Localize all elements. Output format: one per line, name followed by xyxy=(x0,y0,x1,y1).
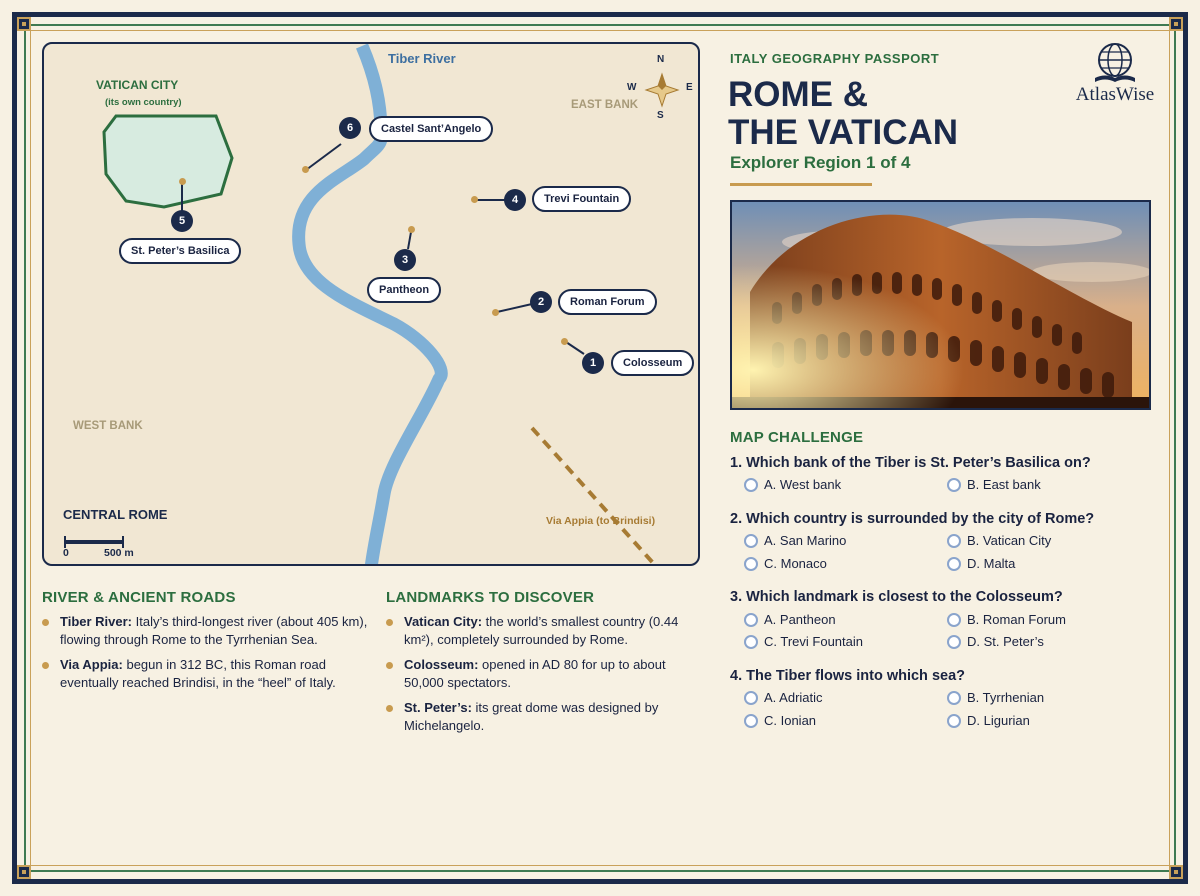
corner-ornament xyxy=(17,17,31,31)
q4-option-a[interactable]: A. Adriatic xyxy=(744,690,823,705)
radio-button[interactable] xyxy=(744,635,758,649)
landmark-number: 2 xyxy=(530,291,552,313)
radio-button[interactable] xyxy=(947,534,961,548)
q2-option-d[interactable]: D. Malta xyxy=(947,556,1015,571)
q2-option-a[interactable]: A. San Marino xyxy=(744,533,846,548)
corner-ornament xyxy=(1169,17,1183,31)
vatican-note: (its own country) xyxy=(105,97,182,108)
q4-option-c[interactable]: C. Ionian xyxy=(744,713,816,728)
via-appia-label: Via Appia (to Brindisi) xyxy=(546,515,656,527)
list-item: Via Appia: begun in 312 BC, this Roman road eventually reached Brindisi, in the “heel” of Italy. xyxy=(42,656,372,692)
landmark-pantheon[interactable]: Pantheon xyxy=(367,277,441,303)
compass-rose xyxy=(646,74,678,106)
radio-button[interactable] xyxy=(947,557,961,571)
landmark-dot xyxy=(471,196,478,203)
river-roads-list xyxy=(42,613,372,699)
landmark-dot xyxy=(408,226,415,233)
colosseum-photo xyxy=(730,200,1151,410)
west-bank-label: WEST BANK xyxy=(73,420,143,432)
compass-n: N xyxy=(657,54,665,65)
divider xyxy=(730,183,872,186)
landmarks-heading: LANDMARKS TO DISCOVER xyxy=(386,589,595,606)
landmark-number: 4 xyxy=(504,189,526,211)
east-bank-label: EAST BANK xyxy=(571,99,639,111)
radio-button[interactable] xyxy=(744,534,758,548)
landmark-colosseum[interactable]: Colosseum xyxy=(611,350,694,376)
landmarks-list xyxy=(386,613,706,742)
corner-ornament xyxy=(1169,865,1183,879)
area-title: CENTRAL ROME xyxy=(63,507,168,522)
page-title: ROME & THE VATICAN xyxy=(728,75,959,152)
river-roads-heading: RIVER & ANCIENT ROADS xyxy=(42,589,236,606)
radio-button[interactable] xyxy=(947,691,961,705)
quiz-heading: MAP CHALLENGE xyxy=(730,429,864,446)
landmark-dot xyxy=(302,166,309,173)
question-1: 1. Which bank of the Tiber is St. Peter’s Basilica on? xyxy=(730,455,1091,471)
landmark-number: 5 xyxy=(171,210,193,232)
river-label: Tiber River xyxy=(388,51,456,66)
q4-option-b[interactable]: B. Tyrrhenian xyxy=(947,690,1044,705)
scale-end: 500 m xyxy=(104,547,134,559)
landmark-dot xyxy=(492,309,499,316)
landmark-number: 3 xyxy=(394,249,416,271)
eyebrow: ITALY GEOGRAPHY PASSPORT xyxy=(730,51,940,66)
landmark-st-peters[interactable]: St. Peter’s Basilica xyxy=(119,238,241,264)
radio-button[interactable] xyxy=(947,714,961,728)
q1-option-b[interactable]: B. East bank xyxy=(947,477,1041,492)
landmark-dot xyxy=(561,338,568,345)
q3-option-c[interactable]: C. Trevi Fountain xyxy=(744,634,863,649)
q1-option-a[interactable]: A. West bank xyxy=(744,477,841,492)
radio-button[interactable] xyxy=(744,714,758,728)
q2-option-b[interactable]: B. Vatican City xyxy=(947,533,1051,548)
radio-button[interactable] xyxy=(744,478,758,492)
list-item: St. Peter’s: its great dome was designed by Michelangelo. xyxy=(386,699,706,735)
globe-book-icon xyxy=(1070,40,1160,86)
landmark-number: 6 xyxy=(339,117,361,139)
question-4: 4. The Tiber flows into which sea? xyxy=(730,668,965,684)
vatican-label: VATICAN CITY xyxy=(96,78,179,92)
landmark-roman-forum[interactable]: Roman Forum xyxy=(558,289,657,315)
q2-option-c[interactable]: C. Monaco xyxy=(744,556,827,571)
q4-option-d[interactable]: D. Ligurian xyxy=(947,713,1030,728)
compass-w: W xyxy=(627,82,637,93)
list-item: Colosseum: opened in AD 80 for up to about 50,000 spectators. xyxy=(386,656,706,692)
rome-map xyxy=(42,42,700,566)
scale-bar xyxy=(64,540,124,544)
compass-s: S xyxy=(657,110,664,121)
corner-ornament xyxy=(17,865,31,879)
vatican-boundary xyxy=(104,116,232,207)
radio-button[interactable] xyxy=(947,478,961,492)
radio-button[interactable] xyxy=(744,557,758,571)
atlaswise-logo xyxy=(1070,40,1160,110)
list-item: Vatican City: the world’s smallest country (0.44 km²), completely surrounded by Rome. xyxy=(386,613,706,649)
radio-button[interactable] xyxy=(744,613,758,627)
radio-button[interactable] xyxy=(744,691,758,705)
q3-option-b[interactable]: B. Roman Forum xyxy=(947,612,1066,627)
page-subtitle: Explorer Region 1 of 4 xyxy=(730,153,911,172)
landmark-castel-santangelo[interactable]: Castel Sant’Angelo xyxy=(369,116,493,142)
list-item: Tiber River: Italy’s third-longest river (about 405 km), flowing through Rome to the Tyrrhenian Sea. xyxy=(42,613,372,649)
radio-button[interactable] xyxy=(947,613,961,627)
landmark-number: 1 xyxy=(582,352,604,374)
q3-option-a[interactable]: A. Pantheon xyxy=(744,612,836,627)
landmark-trevi-fountain[interactable]: Trevi Fountain xyxy=(532,186,631,212)
radio-button[interactable] xyxy=(947,635,961,649)
compass-e: E xyxy=(686,82,693,93)
via-appia xyxy=(532,428,654,564)
q3-option-d[interactable]: D. St. Peter’s xyxy=(947,634,1044,649)
landmark-dot xyxy=(179,178,186,185)
question-2: 2. Which country is surrounded by the city of Rome? xyxy=(730,511,1095,527)
question-3: 3. Which landmark is closest to the Colosseum? xyxy=(730,589,1063,605)
scale-zero: 0 xyxy=(63,547,69,559)
logo-text: AtlasWise xyxy=(1075,84,1155,105)
colosseum-image xyxy=(732,202,1151,410)
